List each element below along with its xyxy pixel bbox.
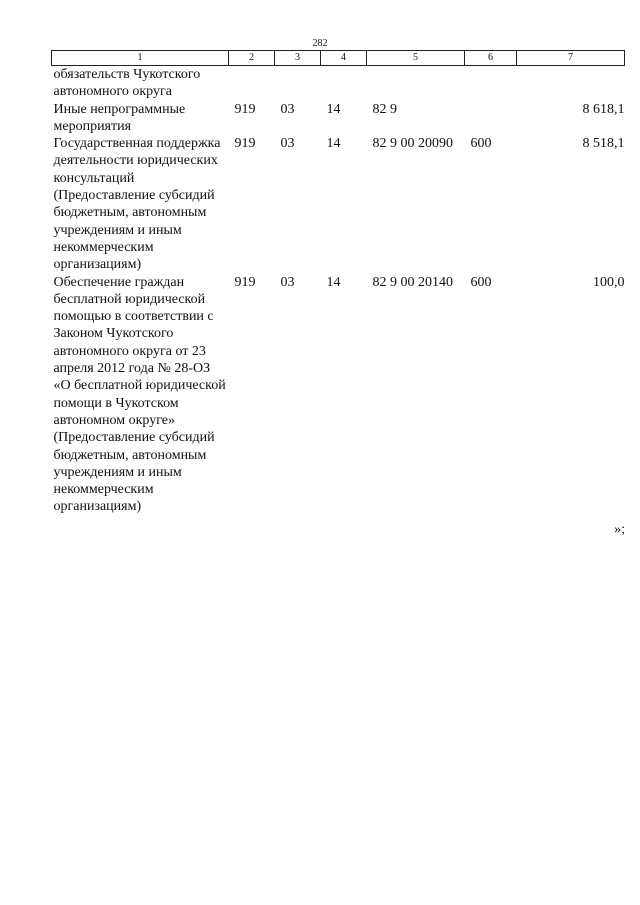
header-col-1: 1 — [52, 51, 229, 66]
header-col-4: 4 — [321, 51, 367, 66]
budget-table — [51, 50, 625, 516]
row-subsection-code: 14 — [326, 274, 341, 290]
row-target-code: 82 9 00 20090 — [372, 136, 453, 152]
row-name: обязательств Чукотского автономного округа — [53, 67, 201, 100]
row-subsection-code: 14 — [326, 101, 341, 117]
header-col-7: 7 — [517, 51, 625, 66]
header-col-6: 6 — [465, 51, 517, 66]
header-col-2: 2 — [229, 51, 275, 66]
row-subsection-code: 14 — [326, 136, 341, 152]
row-amount — [517, 66, 625, 101]
page-number: 282 — [312, 38, 328, 49]
column-number-header — [52, 51, 625, 66]
header-col-5: 5 — [367, 51, 465, 66]
row-section-code: 03 — [280, 101, 295, 117]
row-section-code — [275, 66, 321, 101]
row-target-code: 82 9 00 20140 — [372, 274, 453, 290]
row-name: Иные непрограммные мероприятия — [53, 101, 186, 134]
table-row — [52, 66, 625, 101]
row-ministry-code: 919 — [234, 101, 256, 117]
table-row — [52, 135, 625, 273]
row-target-code: 82 9 — [372, 101, 397, 117]
row-expense-type: 600 — [470, 136, 492, 152]
row-amount: 100,0 — [593, 274, 625, 290]
row-ministry-code: 919 — [234, 136, 256, 152]
row-ministry-code: 919 — [234, 274, 256, 290]
row-ministry-code — [229, 66, 275, 101]
row-name: Обеспечение граждан бесплатной юридической помощью в соответствии с Законом Чукотского автономного округа от 23 апреля 2012 года № 28-ОЗ «О бесплатной юридической помощи в Чукотском автономном округе» (Предоставление субсидий бюджетным, автономным учреждениям и иным некоммерческим организациям) — [53, 274, 226, 515]
row-amount: 8 518,1 — [582, 136, 625, 152]
row-amount: 8 618,1 — [582, 101, 625, 117]
row-expense-type — [465, 101, 517, 136]
row-section-code: 03 — [280, 274, 295, 290]
table-row — [52, 274, 625, 516]
table-row — [52, 101, 625, 136]
row-target-code — [367, 66, 465, 101]
header-col-3: 3 — [275, 51, 321, 66]
row-section-code: 03 — [280, 136, 295, 152]
row-subsection-code — [321, 66, 367, 101]
row-expense-type: 600 — [470, 274, 492, 290]
row-name: Государственная поддержка деятельности юридических консультаций (Предоставление субсидий бюджетным, автономным учреждениям и иным некоммерческим организациям) — [53, 136, 221, 273]
row-expense-type — [465, 66, 517, 101]
closing-quote-mark: »; — [614, 522, 625, 537]
